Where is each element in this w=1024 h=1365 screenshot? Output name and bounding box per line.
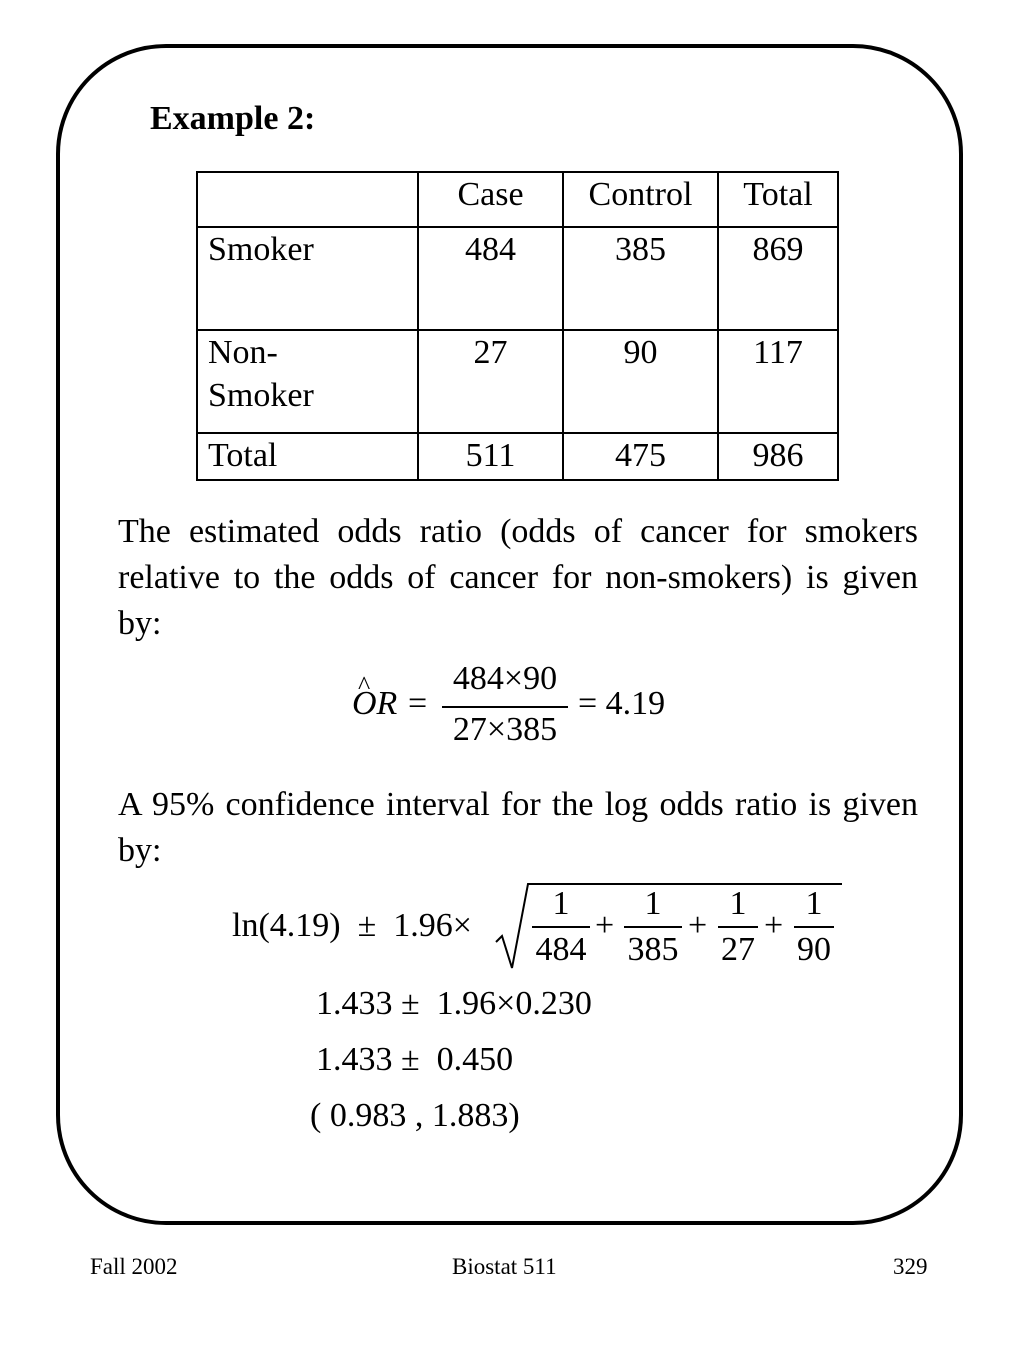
table-header-cell: Control (563, 172, 718, 227)
fraction-numerator: 484×90 (452, 660, 558, 697)
table-row (197, 330, 838, 433)
fraction-numerator: 1 (805, 885, 823, 922)
odds-ratio-symbol: ^ OR (352, 685, 397, 723)
fraction-denominator: 27 (721, 931, 755, 968)
example-title: Example 2: (150, 100, 316, 137)
row-label: Total (197, 433, 418, 480)
fraction-numerator: 1 (644, 885, 662, 922)
row-label-line: Non- (208, 334, 278, 371)
fraction-denominator: 385 (627, 931, 679, 968)
table-cell: 511 (418, 433, 563, 480)
contingency-table (196, 171, 839, 481)
footer-term: Fall 2002 (90, 1254, 178, 1279)
table-header-row (197, 172, 838, 227)
table-cell: 90 (563, 330, 718, 433)
fraction-numerator: 1 (552, 885, 570, 922)
plus-sign: + (764, 907, 784, 944)
fraction-bar (442, 706, 568, 708)
fraction-denominator: 484 (535, 931, 587, 968)
fraction (624, 882, 682, 972)
table-cell: 385 (563, 227, 718, 330)
table-row (197, 433, 838, 480)
table-cell: 27 (418, 330, 563, 433)
table-header-cell: Case (418, 172, 563, 227)
ci-step-2: 1.433 ± 0.450 (316, 1041, 514, 1078)
table-cell: 475 (563, 433, 718, 480)
plus-sign: + (688, 907, 708, 944)
footer-course: Biostat 511 (452, 1254, 557, 1279)
ci-result: ( 0.983 , 1.883) (310, 1097, 520, 1134)
ci-description: A 95% confidence interval for the log odds ratio is given by: (118, 786, 918, 869)
table-header-cell: Total (718, 172, 838, 227)
odds-ratio-description: The estimated odds ratio (odds of cancer for smokers relative to the odds of cancer for non-smokers) is given by: (118, 513, 918, 642)
table-cell: 484 (418, 227, 563, 330)
row-label (197, 330, 418, 433)
table-cell: 117 (718, 330, 838, 433)
fraction-numerator: 1 (729, 885, 747, 922)
odds-ratio-equation (352, 660, 692, 752)
ci-equation (232, 880, 852, 972)
footer-page-number: 329 (893, 1254, 928, 1279)
row-label-line: Smoker (208, 377, 314, 414)
plus-sign: + (595, 907, 615, 944)
table-cell: 986 (718, 433, 838, 480)
table-header-cell (197, 172, 418, 227)
table-cell: 869 (718, 227, 838, 330)
fraction-denominator: 27×385 (452, 711, 558, 748)
ci-prefix: ln(4.19) ± 1.96× (232, 907, 472, 944)
ci-step-1: 1.433 ± 1.96×0.230 (316, 985, 592, 1022)
fraction (794, 882, 834, 972)
row-label: Smoker (197, 227, 418, 330)
fraction-denominator: 90 (797, 931, 831, 968)
fraction (718, 882, 758, 972)
table-row (197, 227, 838, 330)
fraction (532, 882, 590, 972)
odds-ratio-result: = 4.19 (578, 685, 666, 722)
equals-sign: = (408, 685, 428, 722)
